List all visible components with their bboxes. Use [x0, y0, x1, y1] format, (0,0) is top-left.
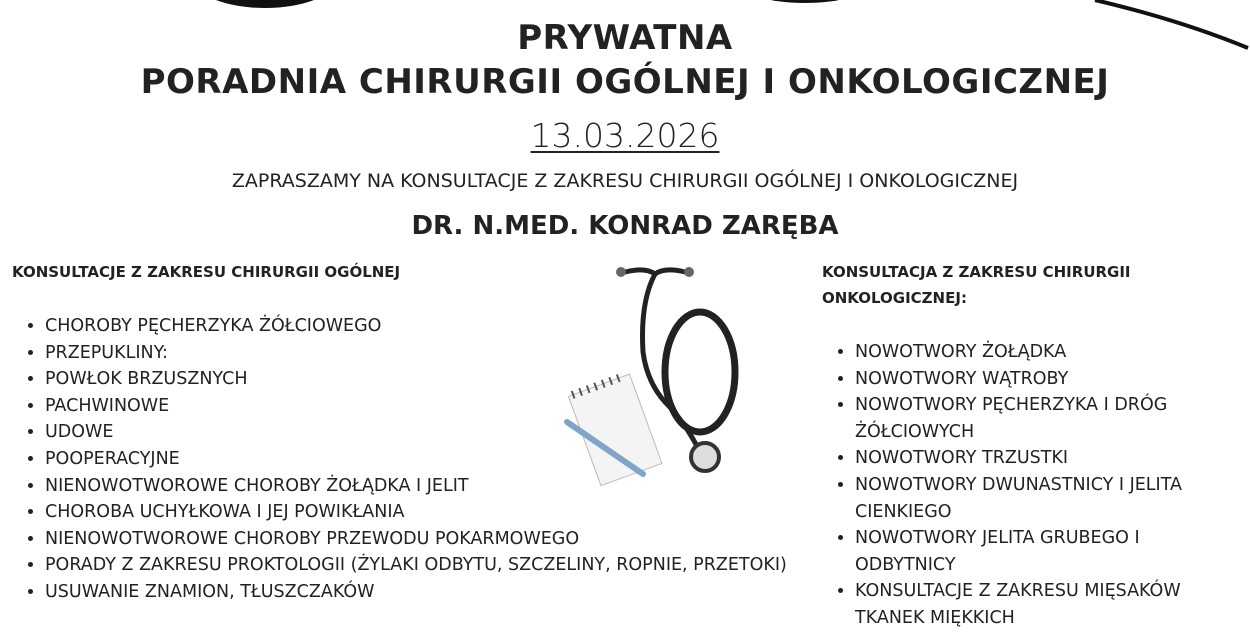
list-item: • UDOWE	[45, 419, 825, 446]
list-item: • NOWOTWORY TRZUSTKI	[855, 445, 1245, 472]
list-item: • POWŁOK BRZUSZNYCH	[45, 366, 825, 393]
list-item: • NIENOWOTWOROWE CHOROBY ŻOŁĄDKA I JELIT	[45, 473, 825, 500]
event-date: 13.03.2026	[530, 116, 720, 155]
list-item: • NIENOWOTWOROWE CHOROBY PRZEWODU POKARMOWEGO	[45, 526, 825, 553]
list-item: • PACHWINOWE	[45, 393, 825, 420]
list-item: • NOWOTWORY JELITA GRUBEGO I ODBYTNICY	[855, 525, 1245, 578]
list-item: • KONSULTACJE Z ZAKRESU MIĘSAKÓW TKANEK MIĘKKICH	[855, 578, 1245, 631]
list-item: • USUWANIE ZNAMION, TŁUSZCZAKÓW	[45, 579, 825, 606]
oncology-surgery-list	[822, 339, 1245, 632]
subtitle: ZAPRASZAMY NA KONSULTACJE Z ZAKRESU CHIRURGII OGÓLNEJ I ONKOLOGICZNEJ	[231, 170, 1019, 192]
list-item: • PORADY Z ZAKRESU PROKTOLOGII (ŻYLAKI ODBYTU, SZCZELINY, ROPNIE, PRZETOKI)	[45, 552, 825, 579]
title-line1: PRYWATNA	[517, 18, 733, 58]
stethoscope-notepad-illustration	[555, 262, 755, 492]
right-heading: KONSULTACJA Z ZAKRESU CHIRURGII ONKOLOGICZNEJ:	[822, 263, 1131, 307]
list-item: • NOWOTWORY WĄTROBY	[855, 366, 1245, 393]
list-item: • CHOROBA UCHYŁKOWA I JEJ POWIKŁANIA	[45, 499, 825, 526]
list-item: • POOPERACYJNE	[45, 446, 825, 473]
doctor-name: DR. N.MED. KONRAD ZARĘBA	[411, 211, 839, 241]
list-item: • NOWOTWORY DWUNASTNICY I JELITA CIENKIEGO	[855, 472, 1245, 525]
list-item: • NOWOTWORY PĘCHERZYKA I DRÓG ŻÓŁCIOWYCH	[855, 392, 1245, 445]
left-heading: KONSULTACJE Z ZAKRESU CHIRURGII OGÓLNEJ	[12, 263, 401, 281]
list-item: • CHOROBY PĘCHERZYKA ŻÓŁCIOWEGO	[45, 313, 825, 340]
list-item: • PRZEPUKLINY:	[45, 340, 825, 367]
list-item: • NOWOTWORY ŻOŁĄDKA	[855, 339, 1245, 366]
title-line2: PORADNIA CHIRURGII OGÓLNEJ I ONKOLOGICZNEJ	[140, 62, 1110, 102]
